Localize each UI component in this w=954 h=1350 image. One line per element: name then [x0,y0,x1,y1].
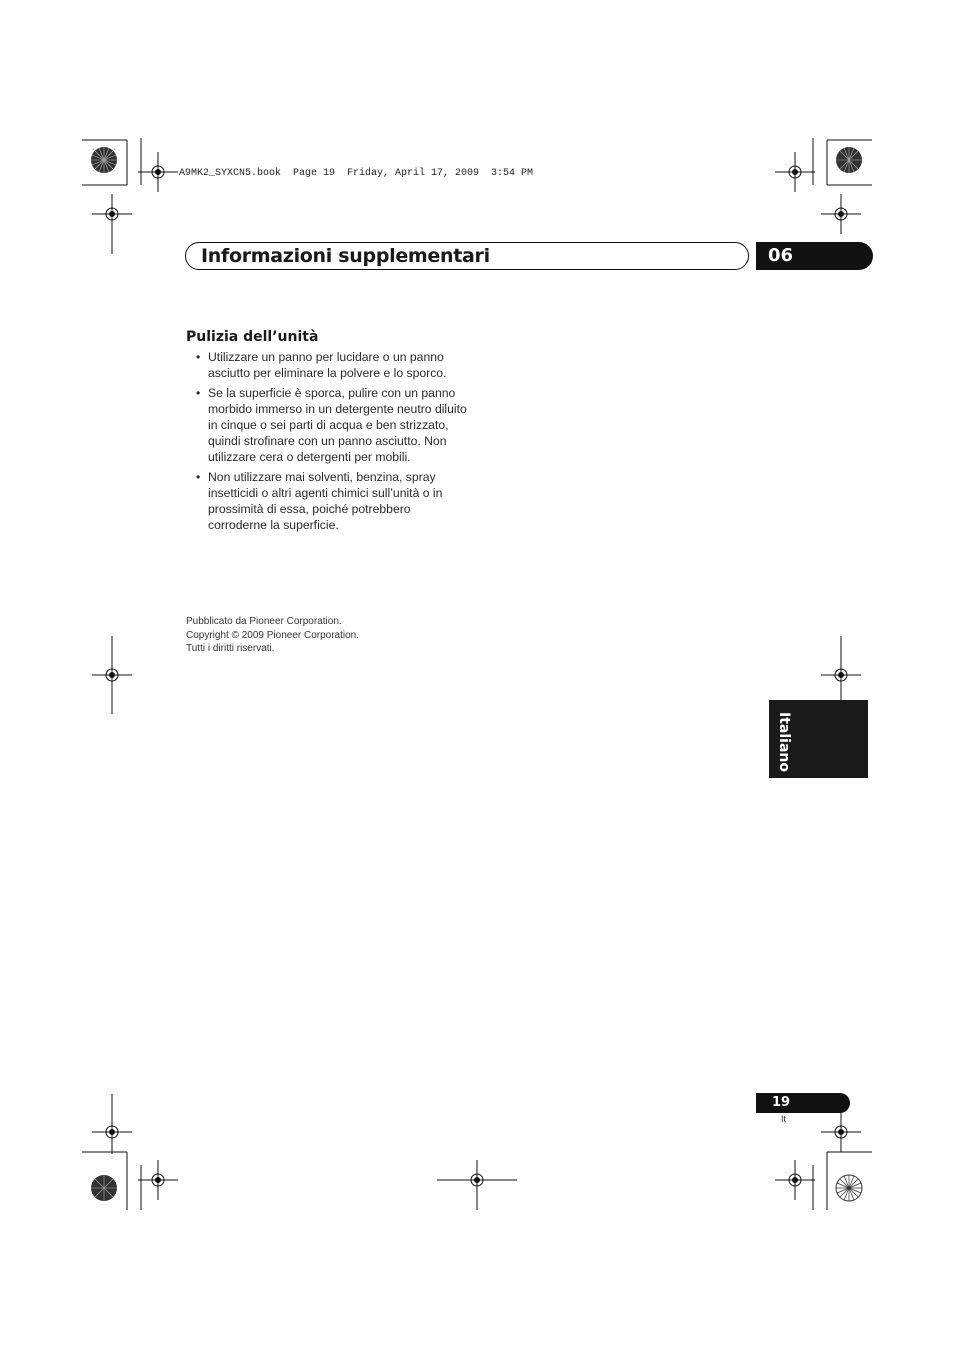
bullet-symbol: • [196,470,201,484]
crosshair-left-bottom-icon [92,1094,132,1154]
starburst-top-left-icon [90,146,118,174]
crosshair-right-top-icon [821,194,861,234]
crosshair-bottom-right-icon [775,1160,815,1200]
starburst-top-right-icon [835,146,863,174]
chapter-number: 06 [768,245,794,266]
list-item-text: Utilizzare un panno per lucidare o un panno asciutto per eliminare la polvere e lo sporco. [208,350,447,380]
rights-line: Tutti i diritti riservati. [186,643,275,654]
page-number: 19 [772,1095,791,1110]
list-item-text: Se la superficie è sporca, pulire con un panno morbido immerso in un detergente neutro diluito in cinque o sei parti di acqua e ben strizzato, quindi strofinare con un panno asciutto. Non utilizzare cera o detergenti per mobili. [208,386,467,464]
page-language-code: It [781,1114,787,1124]
publisher-line: Pubblicato da Pioneer Corporation. [186,616,342,627]
copyright-line: Copyright © 2009 Pioneer Corporation. [186,629,360,641]
list-item [190,349,472,381]
crosshair-left-middle-icon [92,636,132,714]
list-item [190,385,472,465]
page-number-badge [756,1093,850,1113]
language-tab-label: Italiano [776,712,792,772]
chapter-title: Informazioni supplementari [201,245,490,267]
file-info-slug: A9MK2_SYXCN5.book Page 19 Friday, April 17, 2009 3:54 PM [179,168,534,179]
crosshair-top-left-icon [138,152,178,192]
crosshair-left-top-icon [92,194,132,254]
starburst-bottom-right-icon [835,1174,863,1202]
list-item-text: Non utilizzare mai solventi, benzina, spray insetticidi o altri agenti chimici sull’unità o in prossimità di essa, poiché potrebbero corroderne la superficie. [208,470,443,532]
starburst-bottom-left-icon [90,1174,118,1202]
crosshair-bottom-center-icon [437,1160,517,1210]
bullet-symbol: • [196,350,201,364]
crosshair-right-bottom-icon [821,1112,861,1152]
crosshair-top-right-icon [775,152,815,192]
list-item [190,469,472,533]
crosshair-bottom-left-icon [138,1160,178,1200]
bullet-list [190,349,472,537]
bullet-symbol: • [196,386,201,400]
publisher-footer [186,615,359,656]
section-heading: Pulizia dell’unità [186,329,319,345]
